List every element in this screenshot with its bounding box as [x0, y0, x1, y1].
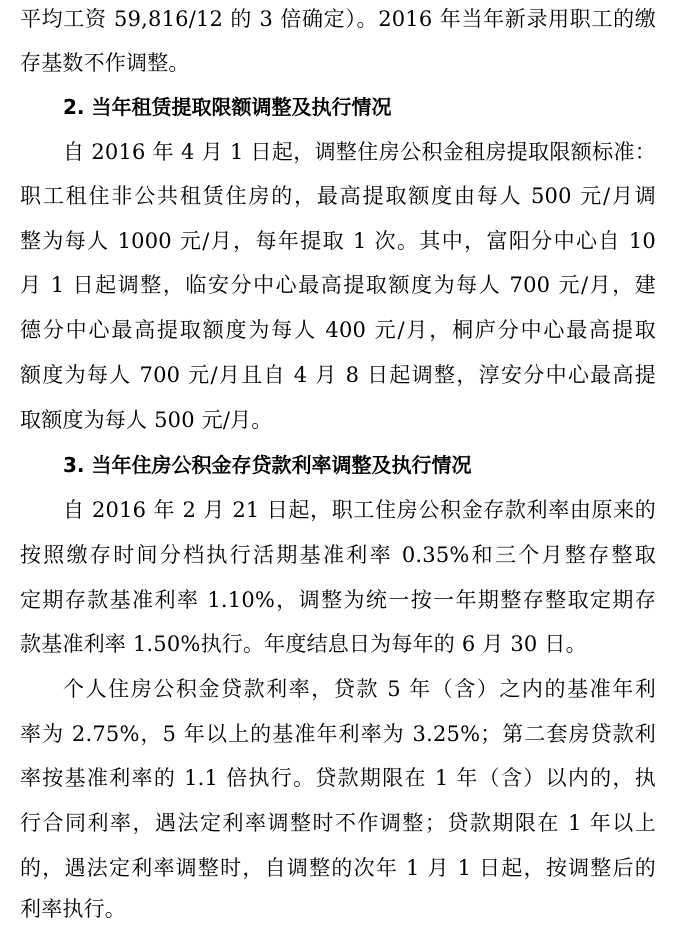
- text-line: 利率执行。: [20, 897, 126, 921]
- text-line: 平均工资 59,816/12 的 3 倍确定）。2016 年当年新录用职工的缴: [20, 7, 656, 31]
- text-line: 取额度为每人 500 元/月。: [20, 408, 273, 432]
- text-line: 率按基准利率的 1.1 倍执行。贷款期限在 1 年（含）以内的，执: [20, 766, 656, 790]
- text-line: 月 1 日起调整，临安分中心最高提取额度为每人 700 元/月，建: [20, 273, 656, 297]
- section-2-heading: 2. 当年租赁提取限额调整及执行情况: [63, 95, 392, 119]
- text-line: 德分中心最高提取额度为每人 400 元/月，桐庐分中心最高提取: [20, 318, 656, 342]
- text-line: 行合同利率，遇法定利率调整时不作调整；贷款期限在 1 年以上: [20, 811, 656, 835]
- section-3-heading: 3. 当年住房公积金存贷款利率调整及执行情况: [63, 453, 472, 477]
- text-line: 自 2016 年 2 月 21 日起，职工住房公积金存款利率由原来的: [63, 498, 656, 522]
- text-line: 自 2016 年 4 月 1 日起，调整住房公积金租房提取限额标准：: [63, 140, 656, 164]
- text-line: 定期存款基准利率 1.10%，调整为统一按一年期整存整取定期存: [20, 588, 656, 612]
- text-line: 存基数不作调整。: [20, 51, 190, 75]
- text-line: 额度为每人 700 元/月且自 4 月 8 日起调整，淳安分中心最高提: [20, 363, 656, 387]
- text-line: 的，遇法定利率调整时，自调整的次年 1 月 1 日起，按调整后的: [20, 856, 656, 880]
- text-line: 职工租住非公共租赁住房的，最高提取额度由每人 500 元/月调: [20, 184, 656, 208]
- text-line: 个人住房公积金贷款利率，贷款 5 年（含）之内的基准年利: [63, 677, 656, 701]
- text-line: 率为 2.75%，5 年以上的基准年利率为 3.25%；第二套房贷款利: [20, 722, 656, 746]
- text-line: 按照缴存时间分档执行活期基准利率 0.35%和三个月整存整取: [20, 543, 656, 567]
- text-line: 款基准利率 1.50%执行。年度结息日为每年的 6 月 30 日。: [20, 632, 587, 656]
- text-line: 整为每人 1000 元/月，每年提取 1 次。其中，富阳分中心自 10: [20, 229, 656, 253]
